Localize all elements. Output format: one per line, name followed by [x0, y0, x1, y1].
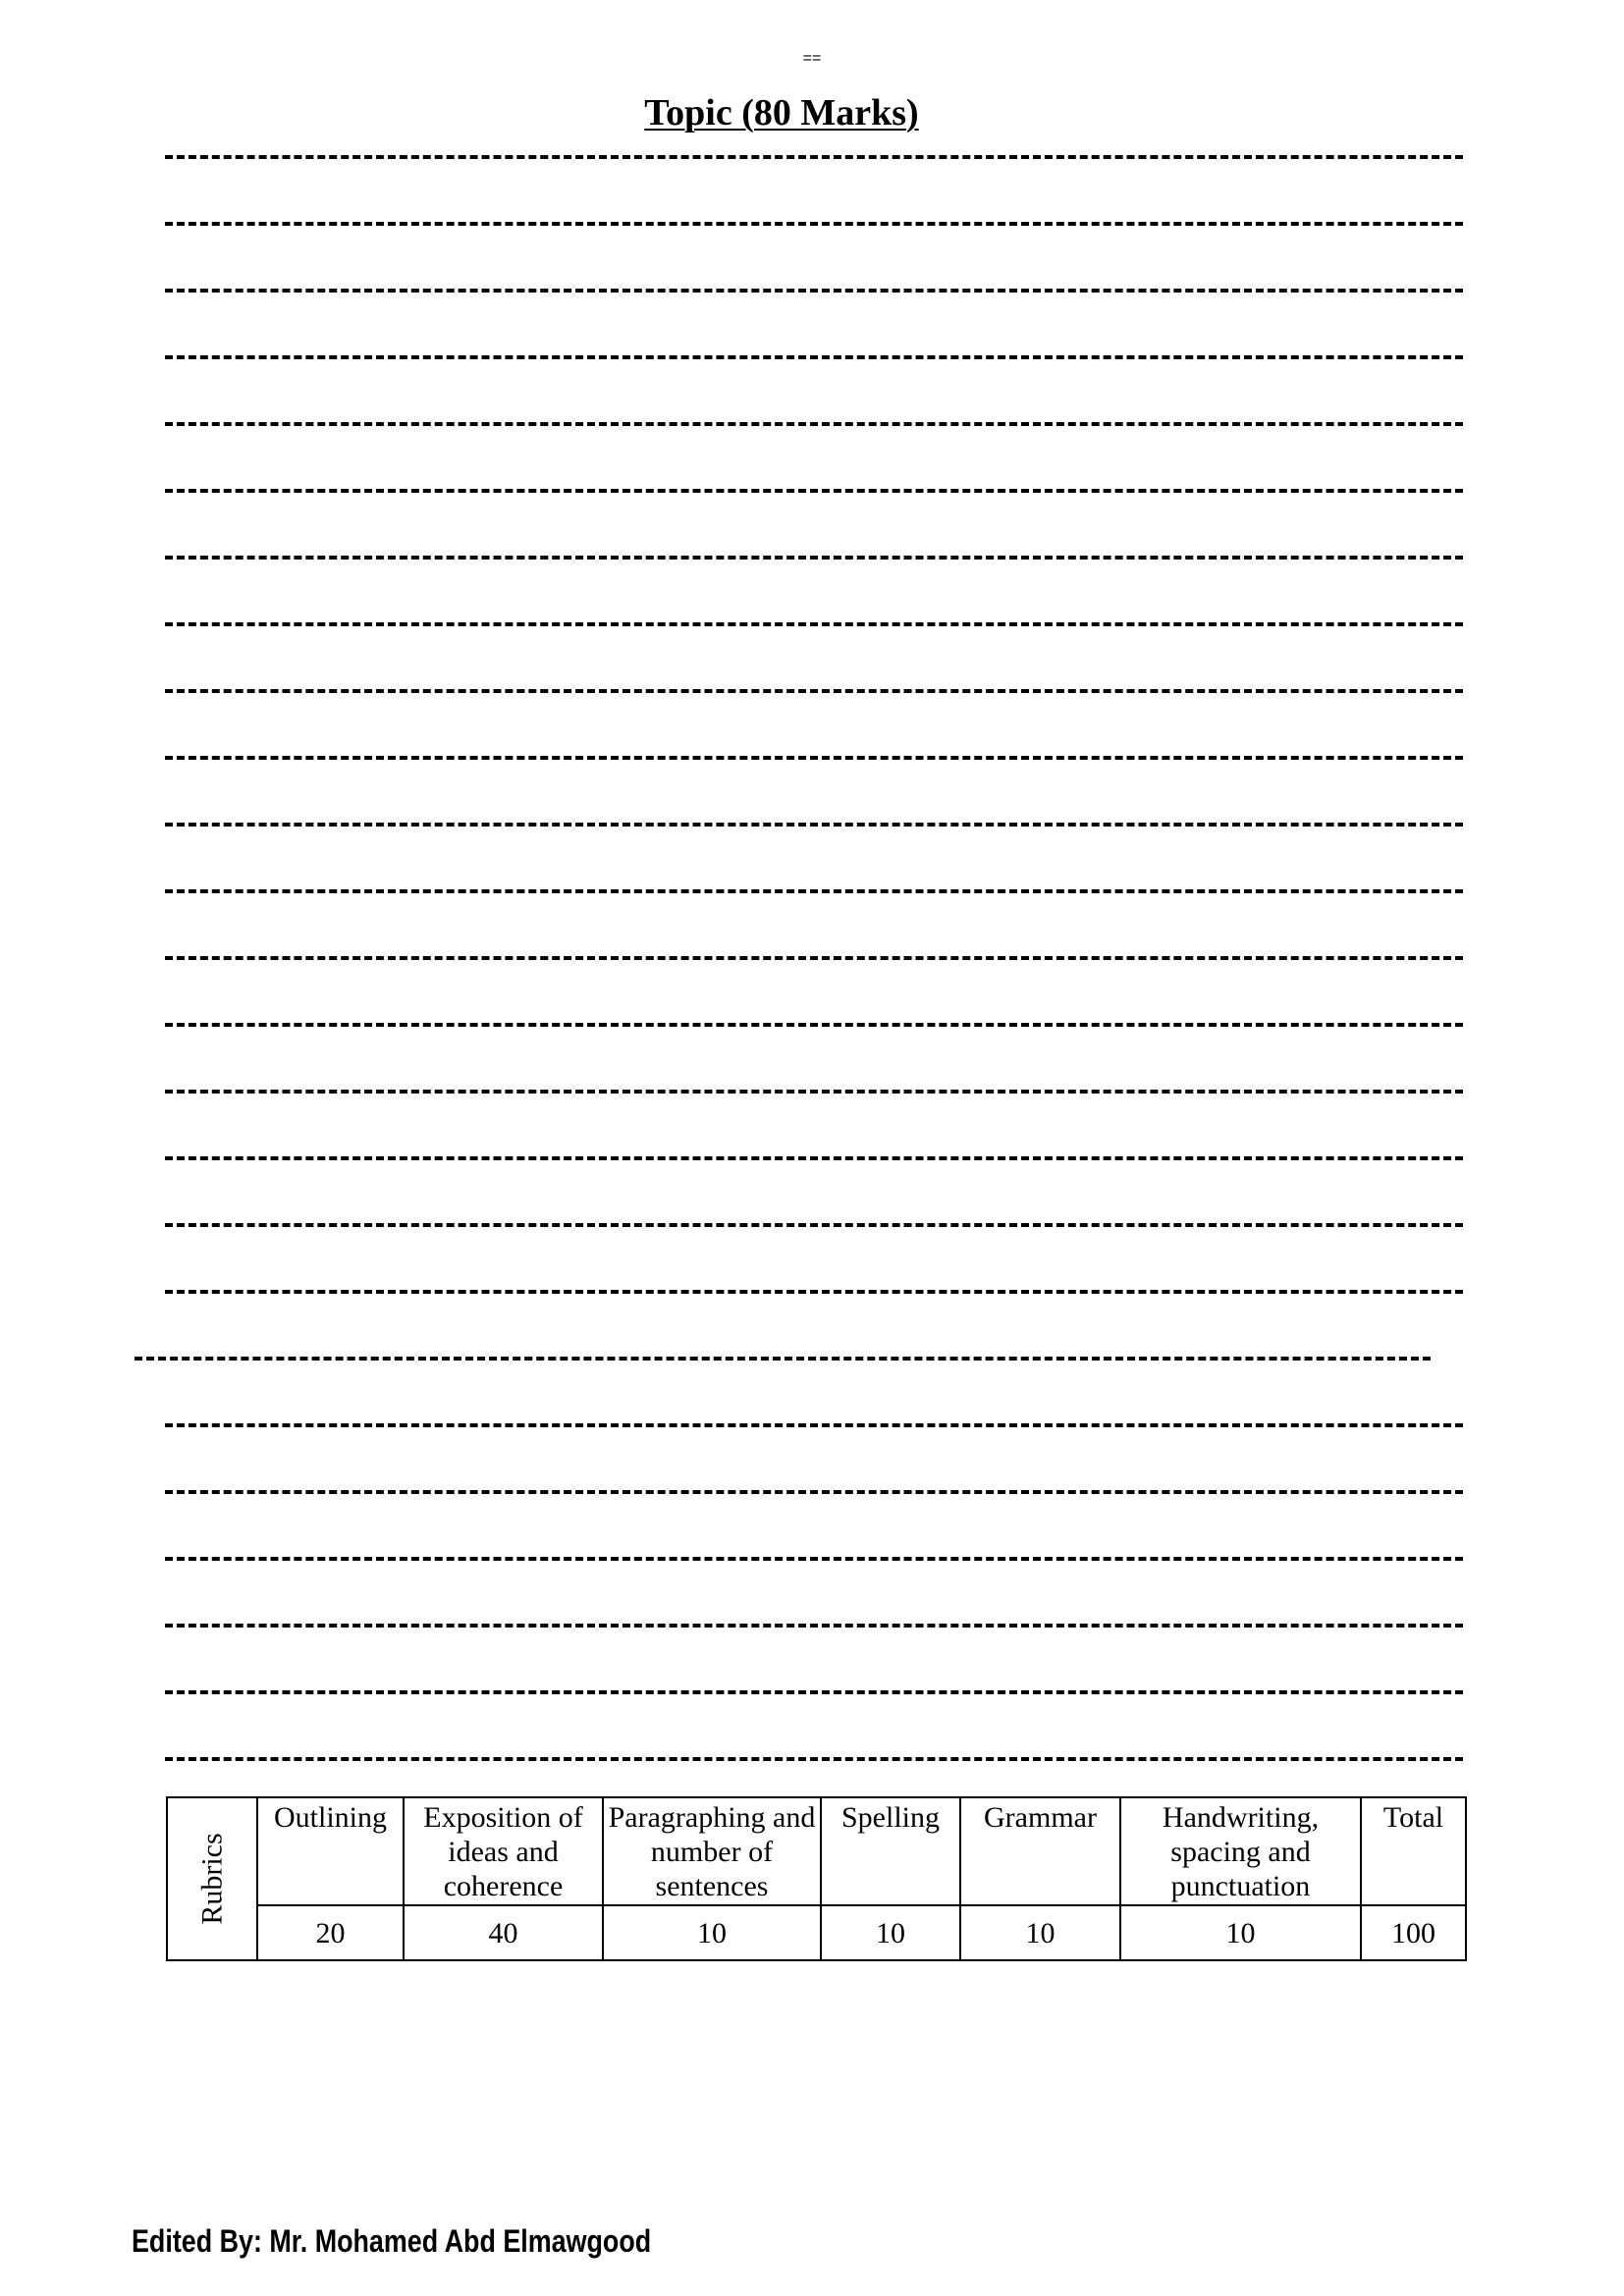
rubric-marks-total: 100 [1361, 1905, 1466, 1960]
writing-line[interactable] [165, 1423, 1463, 1427]
rubric-marks-handwriting: 10 [1120, 1905, 1361, 1960]
page-title: Topic (80 Marks) [644, 92, 919, 133]
writing-line[interactable] [165, 1490, 1463, 1494]
writing-line[interactable] [165, 556, 1463, 560]
rubric-header-total: Total [1361, 1797, 1466, 1905]
rubric-marks-exposition: 40 [404, 1905, 603, 1960]
writing-line[interactable] [165, 1290, 1463, 1294]
rubric-header-exposition: Exposition of ideas and coherence [404, 1797, 603, 1905]
rubric-marks-grammar: 10 [960, 1905, 1120, 1960]
writing-line[interactable] [165, 155, 1463, 159]
writing-line[interactable] [165, 1624, 1463, 1628]
rubric-table [166, 1796, 1467, 1961]
writing-line[interactable] [165, 1690, 1463, 1694]
rubric-marks-outlining: 20 [257, 1905, 404, 1960]
writing-line[interactable] [165, 756, 1463, 760]
writing-line[interactable] [165, 1557, 1463, 1561]
writing-line[interactable] [165, 823, 1463, 827]
writing-line[interactable] [135, 1357, 1431, 1361]
writing-line[interactable] [165, 422, 1463, 426]
rubric-header-handwriting: Handwriting, spacing and punctuation [1120, 1797, 1361, 1905]
rubric-marks-spelling: 10 [821, 1905, 960, 1960]
rubric-header-spelling: Spelling [821, 1797, 960, 1905]
writing-line[interactable] [165, 1757, 1463, 1761]
writing-line[interactable] [165, 1023, 1463, 1027]
rubric-header-paragraphing: Paragraphing and number of sentences [603, 1797, 821, 1905]
writing-line[interactable] [165, 689, 1463, 693]
writing-line[interactable] [165, 355, 1463, 359]
writing-line[interactable] [165, 1156, 1463, 1160]
rubric-row-label-cell [167, 1797, 257, 1960]
writing-line[interactable] [165, 489, 1463, 493]
top-marker: == [802, 50, 822, 67]
rubric-header-outlining: Outlining [257, 1797, 404, 1905]
writing-line[interactable] [165, 622, 1463, 626]
writing-line[interactable] [165, 1090, 1463, 1094]
writing-line[interactable] [165, 289, 1463, 293]
rubric-row-label: Rubrics [195, 1833, 229, 1925]
rubric-marks-row [167, 1905, 1466, 1960]
rubric-marks-paragraphing: 10 [603, 1905, 821, 1960]
writing-line[interactable] [165, 889, 1463, 893]
writing-line[interactable] [165, 956, 1463, 960]
rubric-header-grammar: Grammar [960, 1797, 1120, 1905]
writing-line[interactable] [165, 222, 1463, 226]
writing-line[interactable] [165, 1223, 1463, 1227]
editor-credit: Edited By: Mr. Mohamed Abd Elmawgood [132, 2223, 652, 2259]
rubric-header-row [167, 1797, 1466, 1905]
